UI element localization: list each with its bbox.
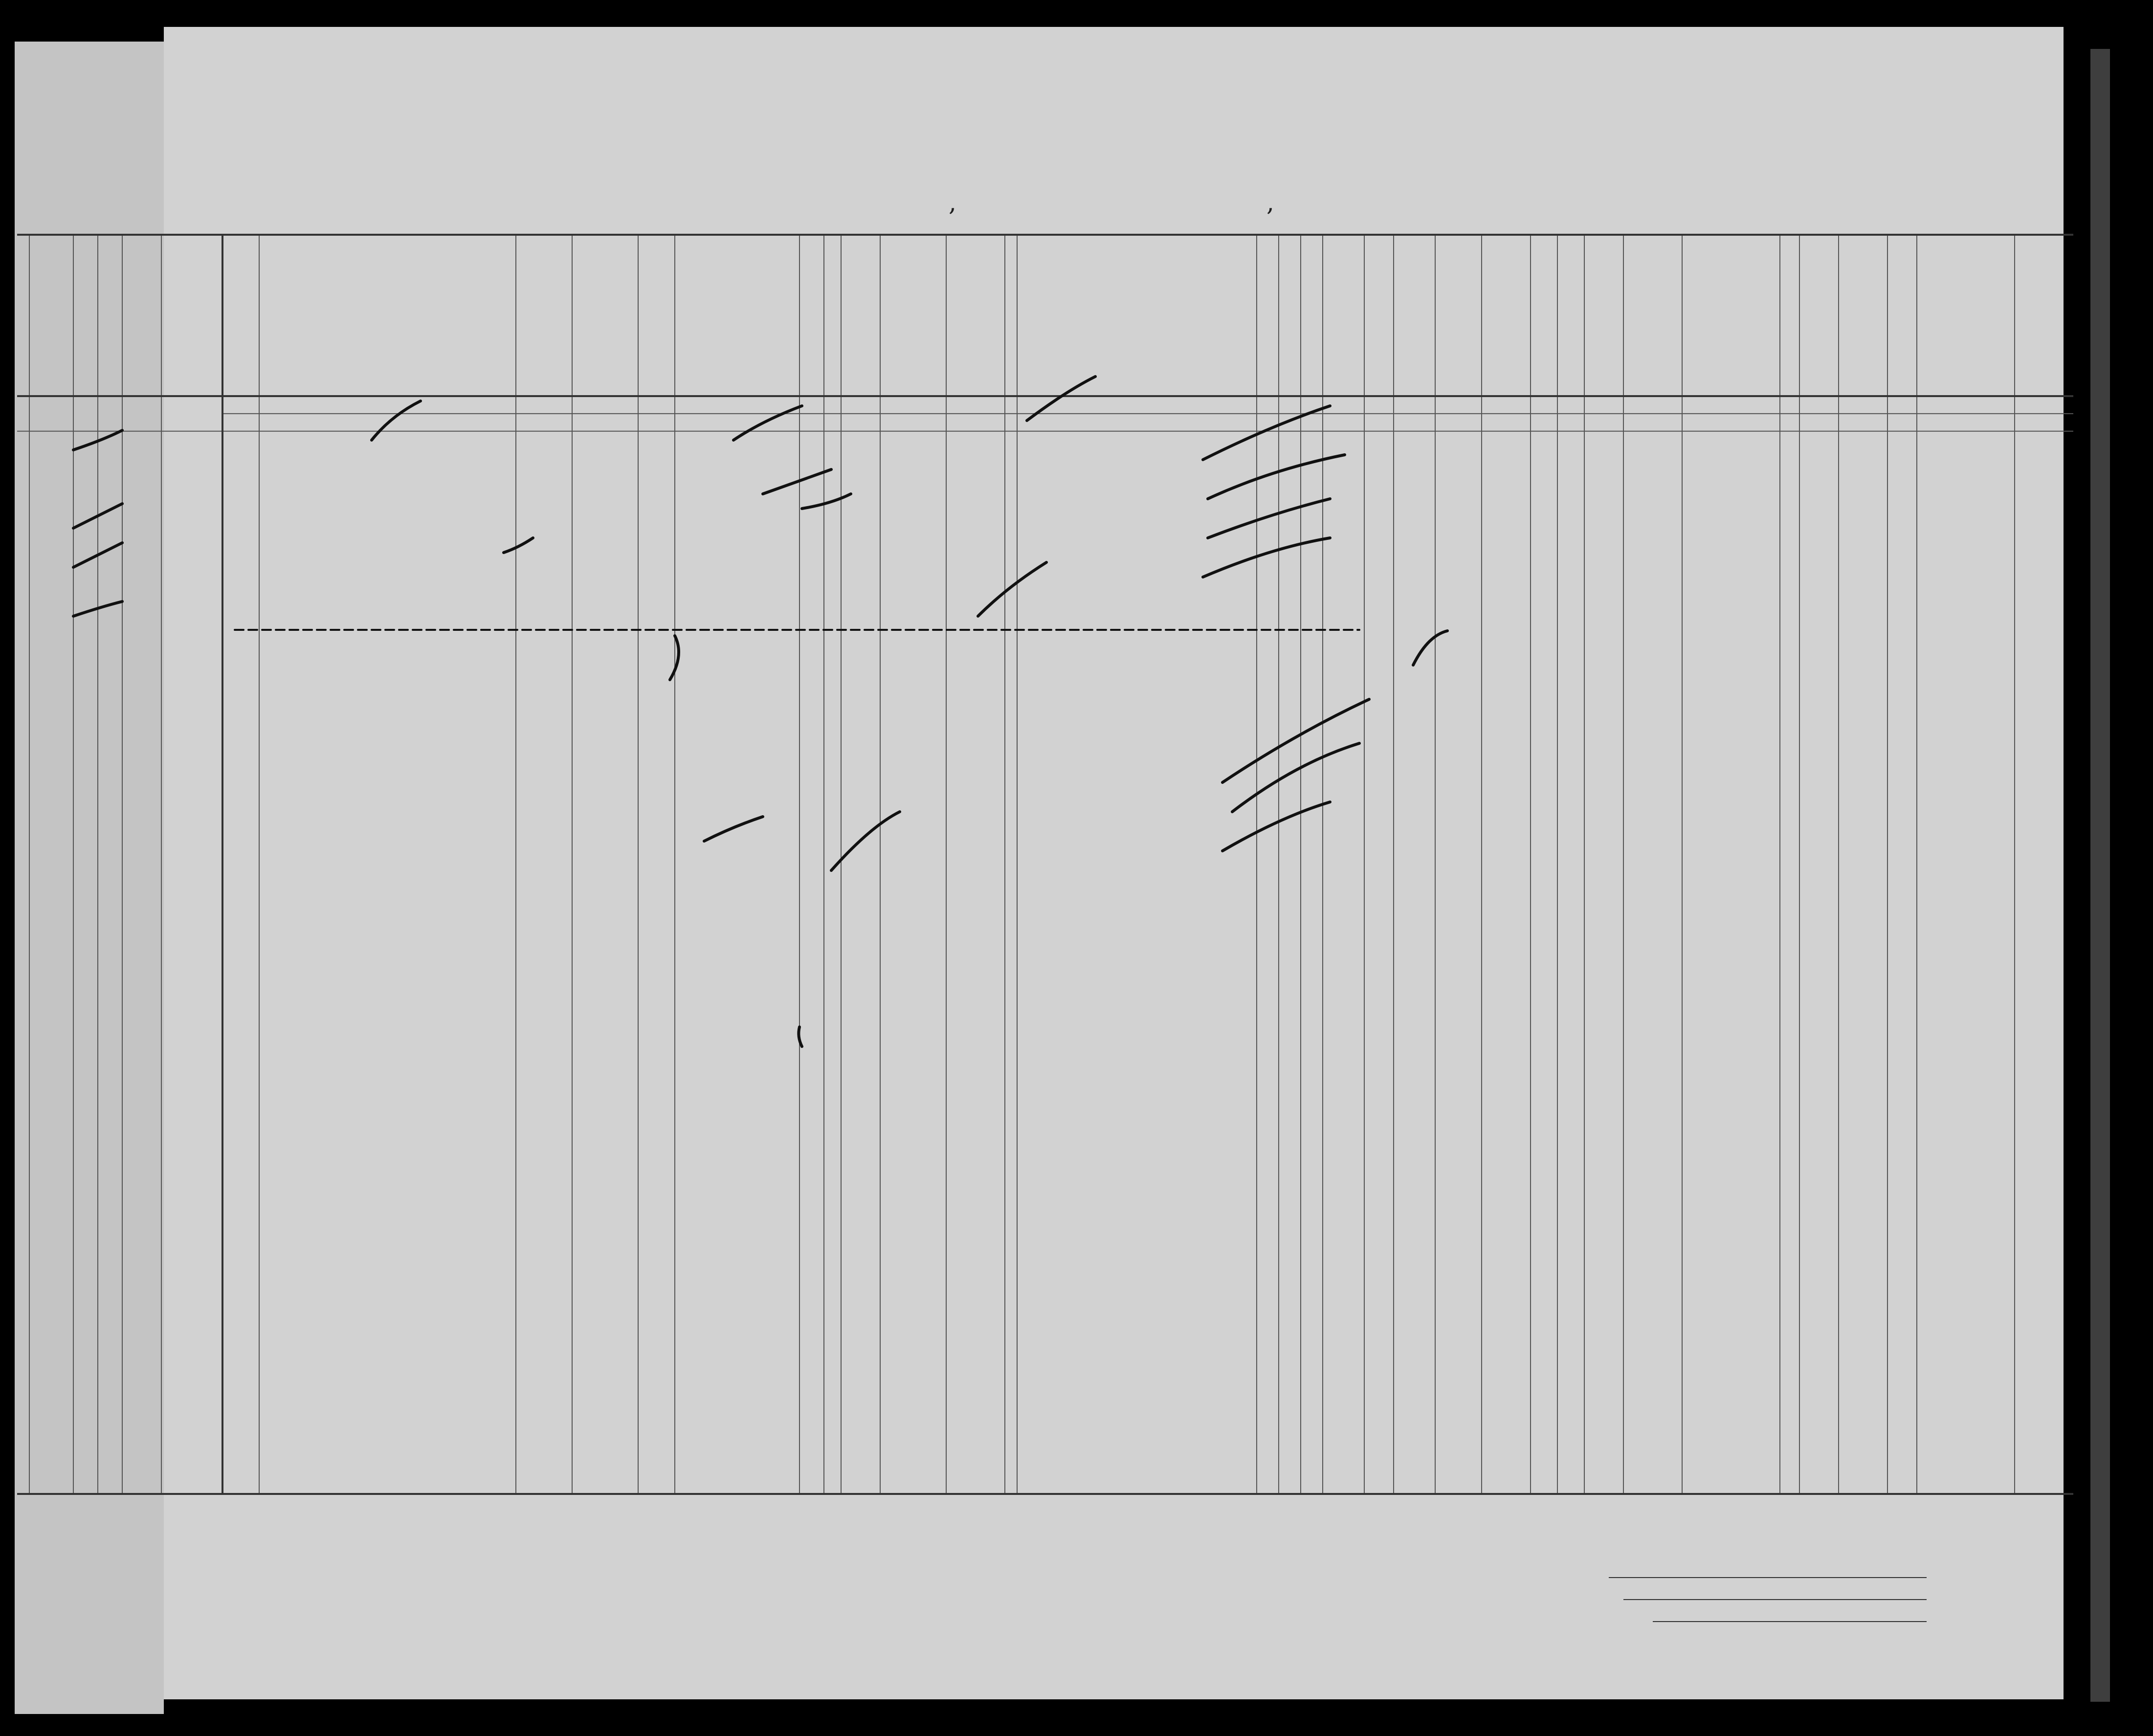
handwritten-tick xyxy=(670,636,679,680)
handwritten-tick xyxy=(1203,406,1330,460)
handwritten-tick xyxy=(799,1027,802,1046)
line-signature-field xyxy=(1609,1577,1927,1578)
handwritten-tick xyxy=(1208,499,1330,538)
margin-tick xyxy=(73,543,122,567)
handwritten-tick xyxy=(978,562,1046,616)
handwritten-tick xyxy=(733,406,802,440)
handwritten-tick xyxy=(763,469,831,494)
comma-separator: , xyxy=(949,188,956,217)
margin-tick xyxy=(372,401,421,440)
handwritten-tick xyxy=(1208,455,1345,499)
margin-tick xyxy=(73,601,122,616)
margin-tick xyxy=(73,504,122,528)
handwritten-tick xyxy=(1413,631,1447,665)
handwritten-tick xyxy=(831,812,900,870)
margin-tick xyxy=(73,430,122,450)
handwritten-tick xyxy=(704,817,763,841)
handwritten-tick xyxy=(1027,377,1095,421)
comma-separator: , xyxy=(1266,188,1274,217)
handwritten-tick xyxy=(1203,538,1330,577)
handwritten-tick xyxy=(504,538,533,553)
handwritten-tick xyxy=(1222,802,1330,851)
local-agents-signature-field xyxy=(1653,1621,1927,1622)
handwritten-tick xyxy=(1232,743,1359,812)
owners-signature-field xyxy=(1623,1599,1927,1600)
handwritten-tick xyxy=(802,494,851,509)
